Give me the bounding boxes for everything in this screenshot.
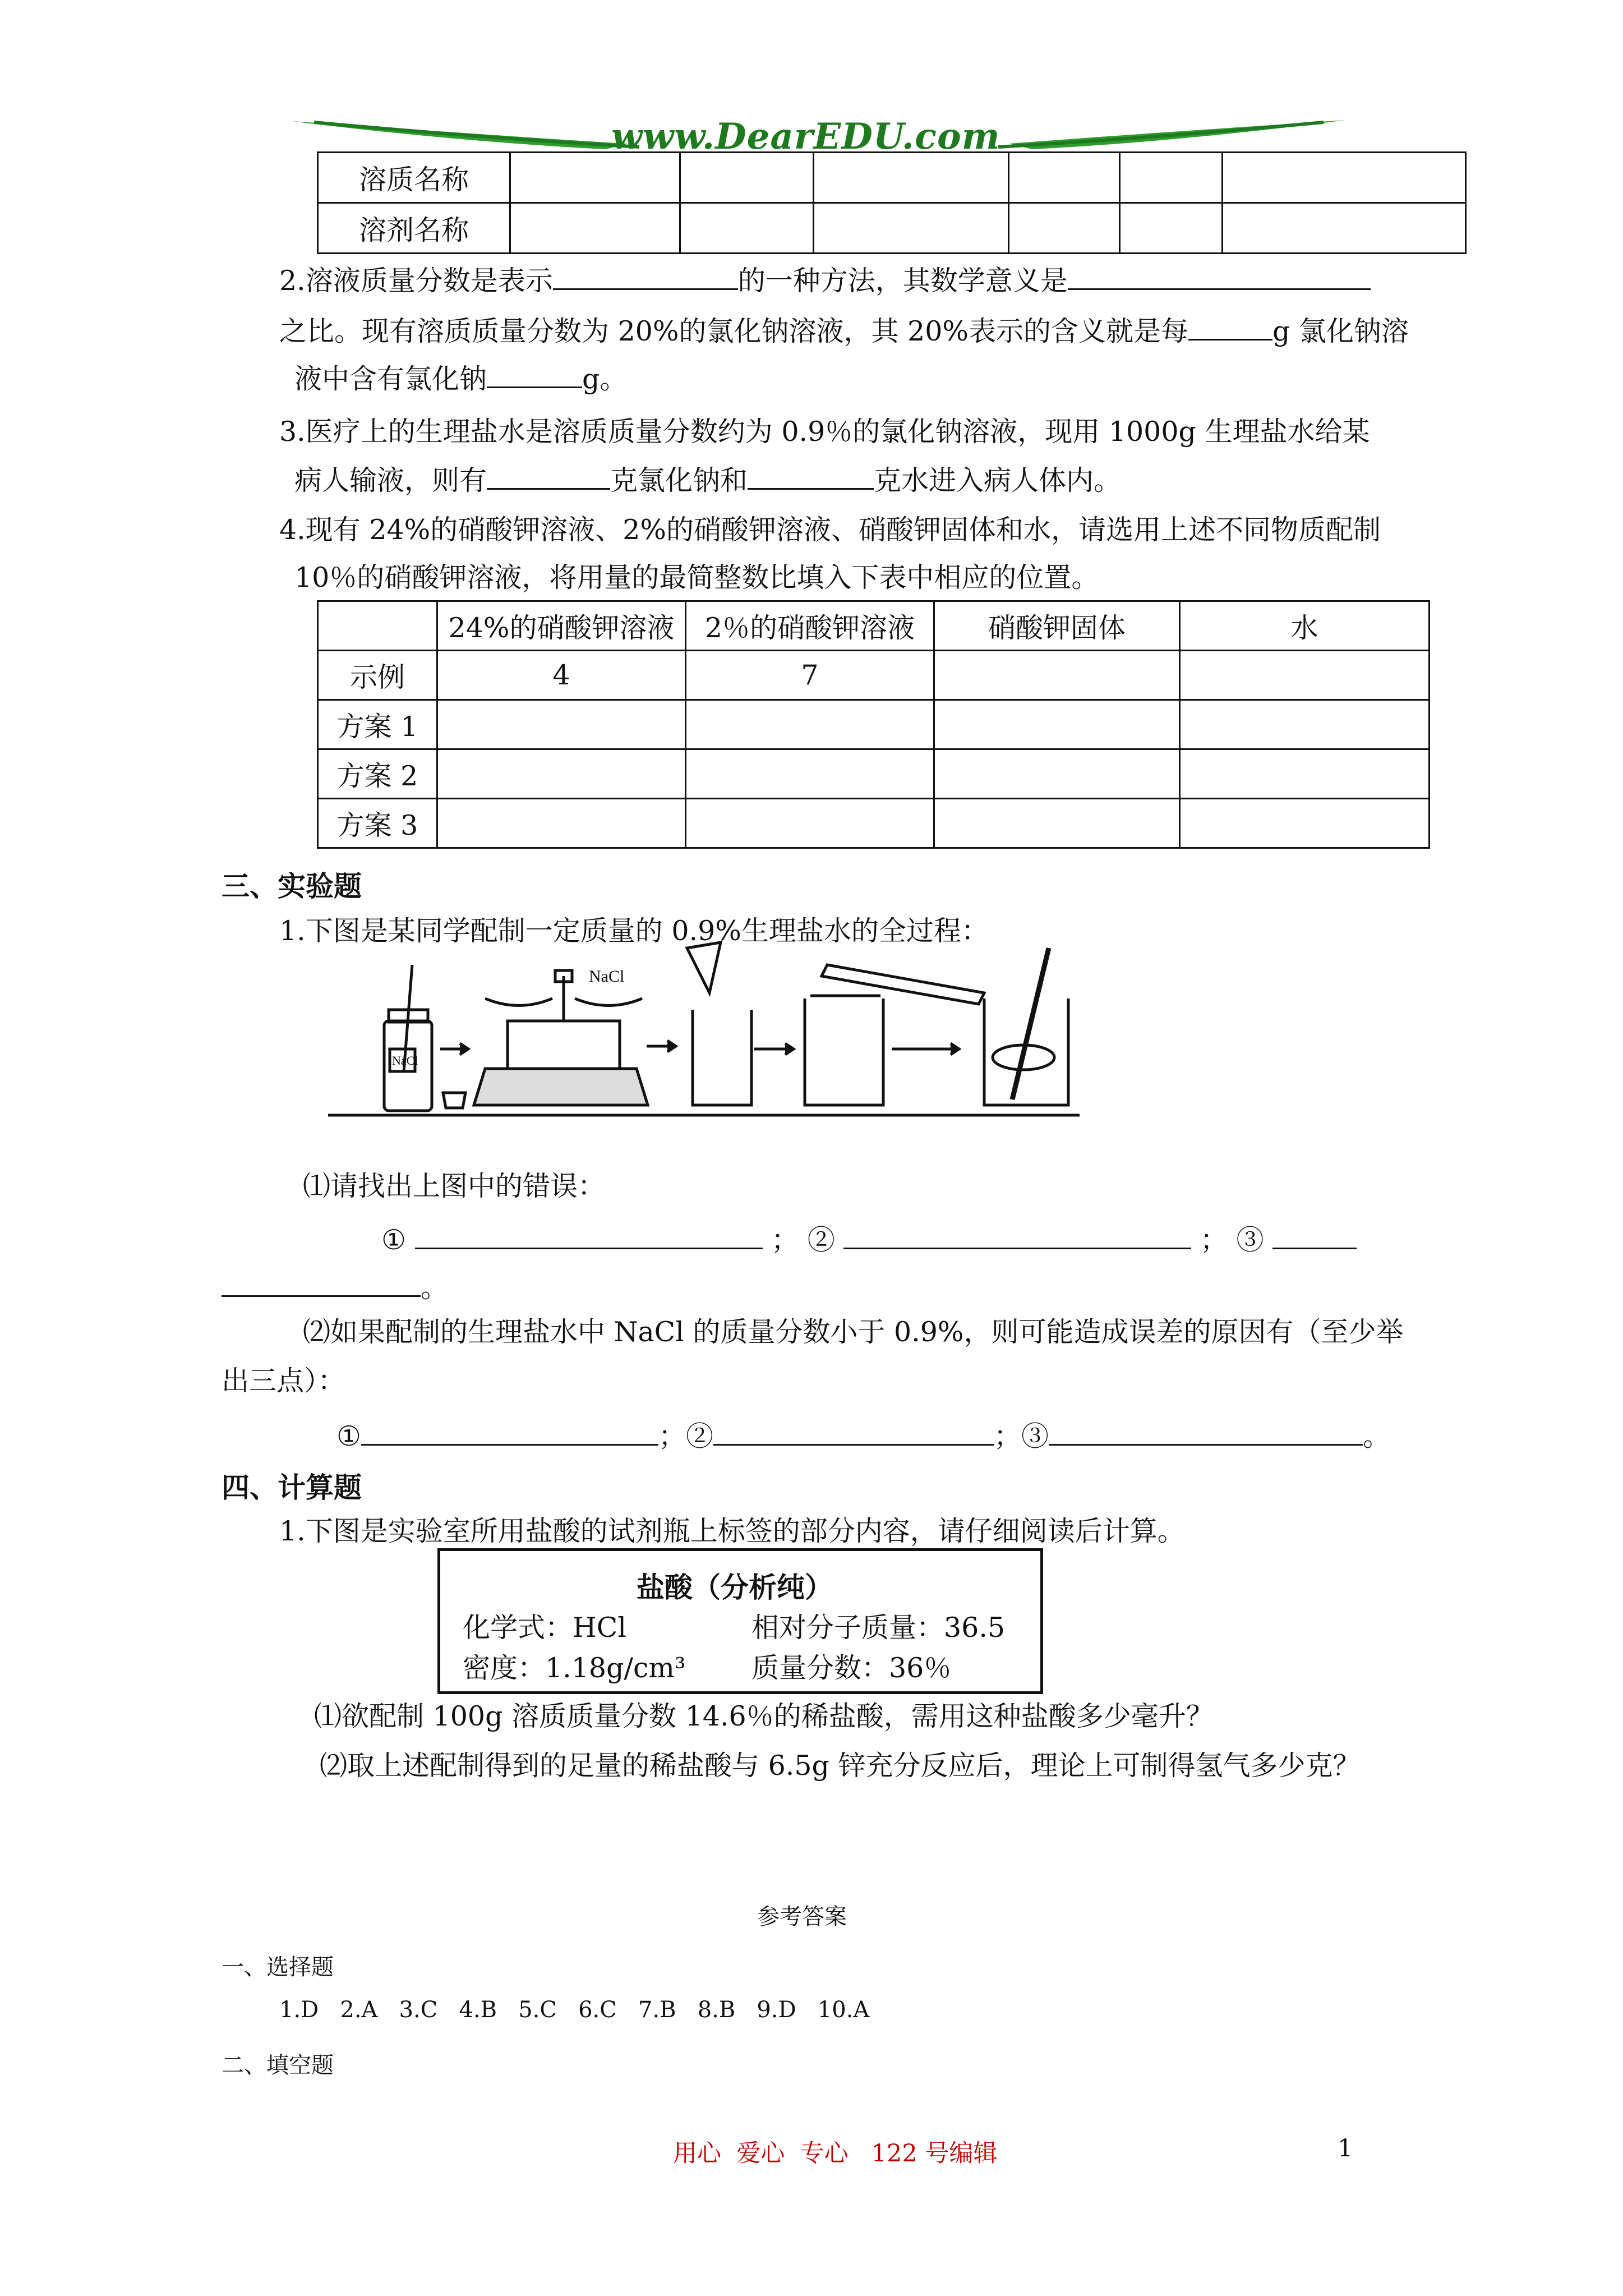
q2-text: g 氯化钠溶 [1272,315,1409,347]
table-cell: 7 [686,651,934,700]
q3-line2 [294,463,1121,498]
row-label: 溶质名称 [318,153,510,203]
q4-line2: 10％的硝酸钾溶液，将用量的最简整数比填入下表中相应的位置。 [294,562,1099,593]
circle-1: ① [336,1420,361,1452]
q2-text: 2.溶液质量分数是表示 [279,265,553,297]
period: 。 [1363,1420,1391,1452]
table-cell [1009,203,1120,254]
q3-line1: 3.医疗上的生理盐水是溶质质量分数约为 0.9％的氯化钠溶液，现用 1000g 生理盐水给某 [279,416,1370,448]
table-cell: 4 [437,651,686,700]
row-label: 溶剂名称 [318,203,510,254]
beaker-icon [984,948,1068,1105]
table-cell[interactable] [934,749,1180,799]
table-cell[interactable] [437,749,686,799]
table-cell[interactable] [1180,749,1430,799]
separator: ； [658,1420,686,1452]
brand-logo: www.DearEDU.com [611,116,1000,158]
page-number: 1 [1338,2134,1353,2162]
answer-blank[interactable] [361,1419,658,1446]
period: 。 [421,1272,449,1304]
table-cell [680,153,814,203]
table-cell [814,153,1009,203]
answer-blank[interactable] [748,463,874,490]
q3-text: 病人输液，则有 [294,464,487,496]
table-cell [1223,203,1466,254]
label-formula: 化学式：HCl [463,1612,626,1644]
answers-title: 参考答案 [757,1904,847,1930]
saline-preparation-figure [328,937,1091,1128]
answers-choices: 1.D 2.A 3.C 4.B 5.C 6.C 7.B 8.B 9.D 10.A [279,1997,870,2023]
label-title: 盐酸（分析纯） [637,1571,833,1604]
q2-text: 液中含有氯化钠 [294,363,487,395]
beaker-icon [805,965,984,1105]
table-header: 24%的硝酸钾溶液 [437,601,686,651]
table-cell [510,153,680,203]
table-cell [814,203,1009,254]
table-cell[interactable] [1180,700,1430,749]
answer-blank[interactable] [1068,264,1371,290]
table-cell[interactable] [686,799,934,848]
circle-3: ③ [1021,1420,1049,1452]
table-cell[interactable] [437,799,686,848]
balance-label: NaCl [589,967,625,986]
table-header [318,601,437,651]
q3-text: 克水进入病人体内。 [874,464,1122,496]
arrow-icon [892,1043,959,1055]
table-cell[interactable] [934,799,1180,848]
table-cell [1009,153,1120,203]
circle-1: ① [381,1224,406,1256]
q3-text: 克氯化钠和 [610,464,748,496]
q2-text: 之比。现有溶质质量分数为 20%的氯化钠溶液，其 20%表示的含义就是每 [279,315,1188,347]
section3-p1: ⑴请找出上图中的错误： [303,1170,606,1202]
table-cell [1223,153,1466,203]
errors-line-cont [222,1271,448,1305]
row-label: 方案 3 [318,799,437,848]
section3-p2b: 出三点）： [222,1365,345,1397]
table-cell[interactable] [934,651,1180,700]
answer-blank[interactable] [553,264,738,290]
table-header: 水 [1180,601,1430,651]
table-cell[interactable] [1180,651,1430,700]
causes-line [336,1419,1390,1453]
table-cell[interactable] [686,749,934,799]
label-density: 密度：1.18g/cm³ [463,1652,686,1684]
arrow-icon [754,1043,794,1055]
answer-blank[interactable] [487,463,610,490]
table-cell[interactable] [934,700,1180,749]
balance-icon [474,970,648,1105]
footer-credit: 用心 爱心 专心 122 号编辑 [673,2139,998,2168]
solute-solvent-table [317,151,1467,254]
section3-title: 三、实验题 [222,869,362,903]
answer-blank[interactable] [843,1223,1191,1249]
section4-sub2: ⑵取上述配制得到的足量的稀盐酸与 6.5g 锌充分反应后，理论上可制得氢气多少克？ [320,1750,1361,1782]
answers-section2: 二、填空题 [222,2053,334,2078]
answer-blank[interactable] [1272,1223,1357,1249]
table-cell [510,203,680,254]
row-label: 方案 2 [318,749,437,799]
section3-q1: 1.下图是某同学配制一定质量的 0.9%生理盐水的全过程： [279,915,989,947]
section4-sub1: ⑴欲配制 100g 溶质质量分数 14.6％的稀盐酸，需用这种盐酸多少毫升？ [314,1700,1214,1732]
table-cell[interactable] [437,700,686,749]
reagent-jar-icon [384,965,432,1111]
reagent-label-box [437,1548,1043,1694]
q2-line2 [279,314,1409,348]
q2-line3 [294,362,627,396]
answer-blank[interactable] [1049,1419,1363,1446]
answer-blank[interactable] [415,1223,763,1249]
answers-section1: 一、选择题 [222,1954,334,1980]
answer-blank[interactable] [713,1419,994,1446]
answer-blank[interactable] [1188,314,1272,341]
mixing-ratio-table [317,600,1430,849]
table-header: 2％的硝酸钾溶液 [686,601,934,651]
section4-title: 四、计算题 [222,1471,362,1504]
row-label: 示例 [318,651,437,700]
row-label: 方案 1 [318,700,437,749]
separator: ； [1200,1224,1228,1256]
table-cell[interactable] [1180,799,1430,848]
arrow-icon [440,1043,468,1055]
section4-q1: 1.下图是实验室所用盐酸的试剂瓶上标签的部分内容，请仔细阅读后计算。 [279,1515,1185,1547]
q2-text: g。 [582,363,628,395]
answer-blank[interactable] [222,1271,421,1297]
circle-2: ② [807,1224,835,1256]
circle-3: ③ [1236,1224,1264,1256]
answer-blank[interactable] [487,362,582,388]
q2-text: 的一种方法，其数学意义是 [737,265,1068,297]
beaker-icon [687,942,751,1105]
label-molecular-weight: 相对分子质量：36.5 [751,1612,1006,1644]
weighing-dish-icon [443,1093,465,1108]
table-header: 硝酸钾固体 [934,601,1180,651]
table-cell [1120,153,1223,203]
errors-line [381,1223,1357,1257]
table-cell [1120,203,1223,254]
q2-line1 [279,264,1371,298]
label-mass-fraction: 质量分数：36％ [751,1652,952,1684]
table-cell[interactable] [686,700,934,749]
table-cell [680,203,814,254]
circle-2: ② [685,1420,713,1452]
q4-line1: 4.现有 24%的硝酸钾溶液、2%的硝酸钾溶液、硝酸钾固体和水，请选用上述不同物质配制 [279,514,1381,546]
separator: ； [771,1224,799,1256]
section3-p2a: ⑵如果配制的生理盐水中 NaCl 的质量分数小于 0.9%，则可能造成误差的原因有（至少举 [303,1316,1404,1348]
arrow-icon [647,1041,676,1052]
separator: ； [993,1420,1021,1452]
jar-label: NaCl [392,1053,418,1068]
